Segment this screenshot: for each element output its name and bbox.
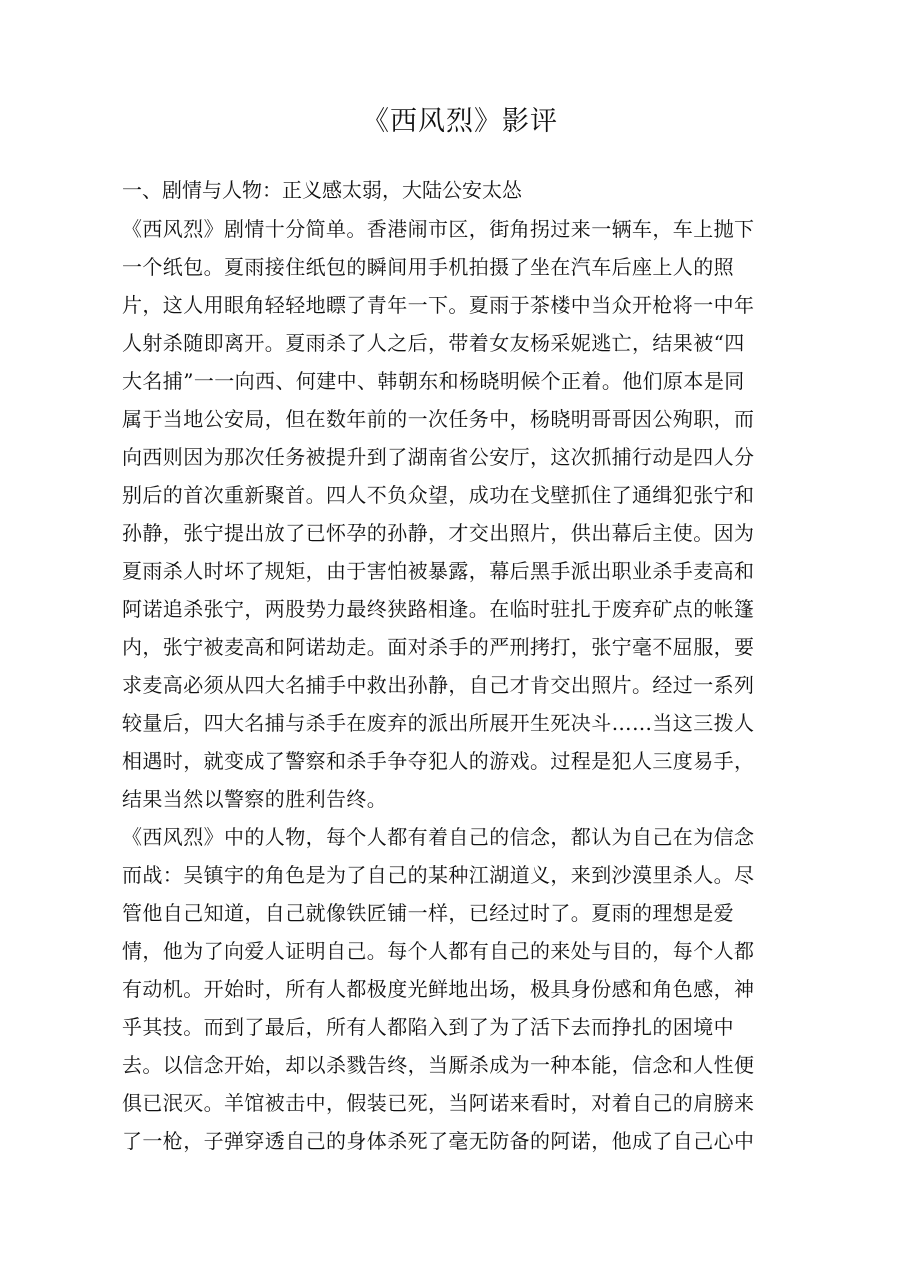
paragraph-2-line: 去。以信念开始，却以杀戮告终，当厮杀成为一种本能，信念和人性便 (122, 1053, 755, 1077)
paragraph-1-line: 《西风烈》剧情十分简单。香港闹市区，街角拐过来一辆车，车上抛下 (122, 217, 755, 241)
paragraph-1-line: 孙静，张宁提出放了已怀孕的孙静，才交出照片，供出幕后主使。因为 (122, 521, 755, 545)
document-title: 《西风烈》影评 (362, 106, 558, 137)
paragraph-2-line: 而战：吴镇宇的角色是为了自己的某种江湖道义，来到沙漠里杀人。尽 (122, 863, 755, 887)
paragraph-1-line: 向西则因为那次任务被提升到了湖南省公安厅，这次抓捕行动是四人分 (122, 445, 755, 469)
paragraph-1-line: 求麦高必须从四大名捕手中救出孙静，自己才肯交出照片。经过一系列 (122, 673, 755, 697)
paragraph-1-line: 夏雨杀人时坏了规矩，由于害怕被暴露，幕后黑手派出职业杀手麦高和 (122, 559, 755, 583)
paragraph-1-line: 阿诺追杀张宁，两股势力最终狭路相逢。在临时驻扎于废弃矿点的帐篷 (122, 597, 755, 621)
paragraph-1-line: 一个纸包。夏雨接住纸包的瞬间用手机拍摄了坐在汽车后座上人的照 (122, 255, 734, 279)
paragraph-1-line: 别后的首次重新聚首。四人不负众望，成功在戈壁抓住了通缉犯张宁和 (122, 483, 755, 507)
paragraph-2-line: 《西风烈》中的人物，每个人都有着自己的信念，都认为自己在为信念 (122, 825, 755, 849)
paragraph-1-line: 人射杀随即离开。夏雨杀了人之后，带着女友杨采妮逃亡，结果被“四 (122, 331, 745, 355)
paragraph-2-line: 乎其技。而到了最后，所有人都陷入到了为了活下去而挣扎的困境中 (122, 1015, 734, 1039)
paragraph-1-line: 大名捕”一一向西、何建中、韩朝东和杨晓明候个正着。他们原本是同 (122, 369, 745, 393)
paragraph-2-line: 管他自己知道，自己就像铁匠铺一样，已经过时了。夏雨的理想是爱 (122, 901, 734, 925)
paragraph-2-line: 俱已泯灭。羊馆被击中，假装已死，当阿诺来看时，对着自己的肩膀来 (122, 1091, 755, 1115)
paragraph-1-line: 结果当然以警察的胜利告终。 (122, 787, 388, 811)
paragraph-1-line: 片，这人用眼角轻轻地瞟了青年一下。夏雨于茶楼中当众开枪将一中年 (122, 293, 755, 317)
section-heading: 一、剧情与人物：正义感太弱，大陆公安太怂 (122, 178, 522, 202)
paragraph-2-line: 有动机。开始时，所有人都极度光鲜地出场，极具身份感和角色感，神 (122, 977, 755, 1001)
paragraph-1-line: 内，张宁被麦高和阿诺劫走。面对杀手的严刑拷打，张宁毫不屈服，要 (122, 635, 755, 659)
paragraph-2-line: 了一枪，子弹穿透自己的身体杀死了毫无防备的阿诺，他成了自己心中 (122, 1129, 755, 1153)
paragraph-1-line: 相遇时，就变成了警察和杀手争夺犯人的游戏。过程是犯人三度易手， (122, 749, 755, 773)
paragraph-2-line: 情，他为了向爱人证明自己。每个人都有自己的来处与目的，每个人都 (122, 939, 755, 963)
paragraph-1-line: 较量后，四大名捕与杀手在废弃的派出所展开生死决斗……当这三拨人 (122, 711, 755, 735)
paragraph-1-line: 属于当地公安局，但在数年前的一次任务中，杨晓明哥哥因公殉职，而 (122, 407, 755, 431)
